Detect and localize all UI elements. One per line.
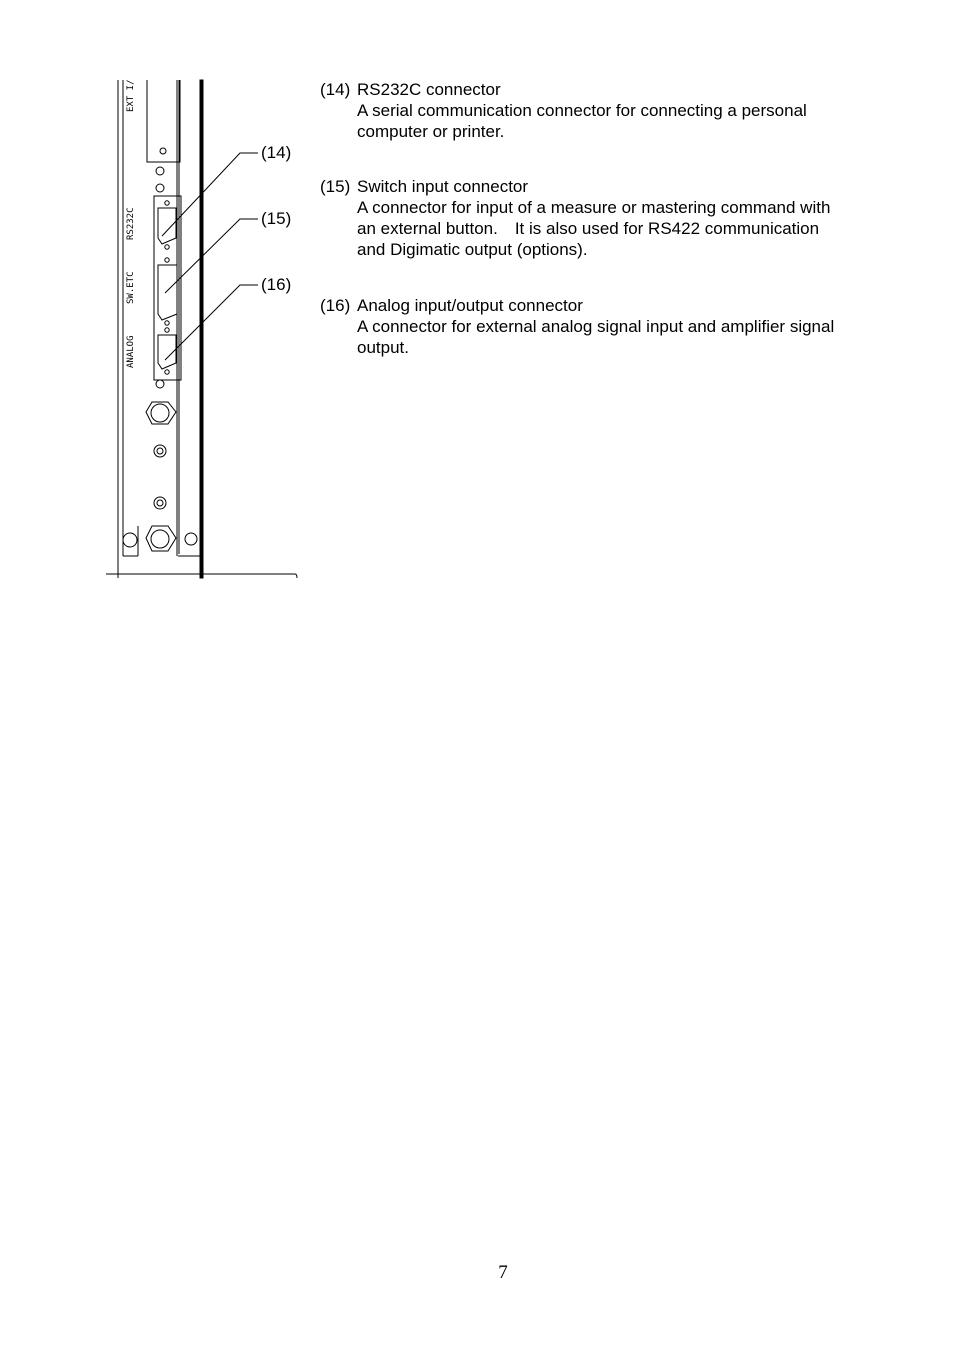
- item-rs232c-connector: [320, 79, 920, 142]
- panel-label-analog: ANALOG: [126, 335, 136, 368]
- item-description: A connector for external analog signal input and amplifier signal output.: [357, 317, 835, 357]
- item-number: (16): [320, 296, 351, 315]
- connector-descriptions: [320, 79, 920, 358]
- panel-label-swetc: SW.ETC: [126, 271, 136, 304]
- rear-panel-figure: [100, 76, 310, 586]
- item-title: Analog input/output connector: [357, 296, 583, 315]
- callout-15: (15): [261, 209, 292, 228]
- page-number: 7: [498, 1262, 508, 1283]
- panel-label-ext: EXT I/: [126, 79, 136, 112]
- panel-label-rs232c: RS232C: [126, 207, 136, 240]
- callout-16: (16): [261, 275, 292, 294]
- item-description: A serial communication connector for connecting a personal computer or printer.: [357, 101, 807, 141]
- item-number: (14): [320, 80, 351, 99]
- item-description: A connector for input of a measure or mastering command with an external button. It is also used for RS422 communication and Digimatic output (options).: [357, 198, 831, 259]
- item-analog-io-connector: [320, 295, 920, 358]
- item-title: RS232C connector: [357, 80, 501, 99]
- item-switch-input-connector: [320, 176, 920, 260]
- callout-14: (14): [261, 143, 292, 162]
- item-title: Switch input connector: [357, 177, 529, 196]
- item-number: (15): [320, 177, 351, 196]
